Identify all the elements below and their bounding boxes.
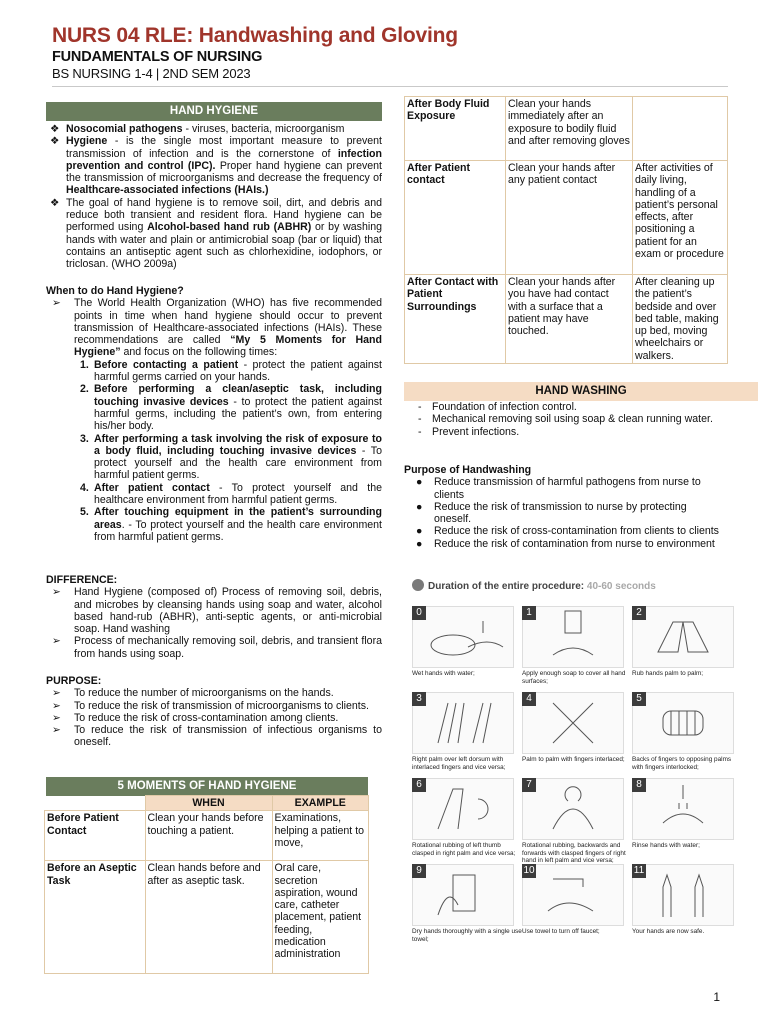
arrow-bullet-icon: ➢: [52, 724, 61, 737]
purpose-item: ➢ To reduce the risk of cross-contamination among clients.: [52, 711, 339, 724]
moment-item: 4. After patient contact - To protect yourself and the healthcare environment from harmful patient germs.: [80, 481, 382, 507]
moment-cell: After Patient contact: [405, 161, 506, 275]
when-heading: When to do Hand Hygiene?: [46, 285, 184, 297]
bullet-dot-icon: ●: [416, 476, 423, 489]
moment-item: 1. Before contacting a patient - protect the patient against harmful germs carried on your hands.: [80, 358, 383, 384]
hand-washing-item: - Prevent infections.: [418, 425, 520, 438]
handwashing-purpose-item: ● Reduce the risk of cross-contamination from clients to clients: [416, 525, 719, 538]
purpose-section: [46, 675, 382, 749]
handwashing-purpose-item: ● Reduce the risk of transmission to nurse by protecting oneself.: [416, 500, 687, 526]
difference-item: ➢ Hand Hygiene (composed of) Process of removing soil, debris, and microbes by cleansing hands using soap and water, alcohol based hand-rub (ABHR), anti-septic agents, or anti-microbial soap. Hand washing: [52, 586, 382, 636]
handwashing-purpose-heading: Purpose of Handwashing: [404, 464, 532, 476]
when-intro: ➢ The World Health Organization (WHO) has five recommended points in time when hand hygiene should occur to prevent transmission of Healthcare-associated infections (HAIs). These recommendations are called “My 5 Moments for Hand Hygiene” and focus on the following times:: [52, 297, 382, 359]
handwashing-purpose-item: ● Reduce transmission of harmful pathogens from nurse to clients: [416, 476, 701, 501]
diamond-bullet-icon: ❖: [50, 196, 60, 209]
bullet-dot-icon: ●: [416, 525, 423, 538]
arrow-bullet-icon: ➢: [52, 687, 61, 700]
table-row: [45, 811, 369, 861]
moment-cell: After Contact with Patient Surroundings: [405, 275, 506, 364]
soap-dispenser-icon: [523, 607, 623, 667]
dry-hands-icon: [413, 865, 513, 925]
table-row: [405, 97, 728, 161]
clean-hands-icon: [633, 865, 733, 925]
moment-item: 3. After performing a task involving the risk of exposure to a body fluid, including touching invasive devices - To protect yourself and the health care environment from harmful patient germs.: [80, 432, 382, 482]
handwashing-purpose-section: [404, 464, 726, 550]
table-header-when: WHEN: [145, 796, 272, 811]
bullet-goal: ❖ The goal of hand hygiene is to remove soil, dirt, and debris and reduce both transient and resident flora. Hand hygiene can be performed using Alcohol-based hand rub (ABHR) or by washing hands with water and plain or antimicrobial soap (bar or liquid) that contains an antiseptic agent such as chlorhexidine, iodophors, or triclosan. (WHO 2009a): [50, 196, 382, 271]
step-illustration: [522, 606, 624, 668]
table-header-row: [45, 796, 369, 811]
wet-hands-icon: [413, 607, 513, 667]
bullet-hygiene: ❖ Hygiene - is the single most important measure to prevent transmission of infection and is the cornerstone of infection prevention and control (IPC). Proper hand hygiene can prevent the transmission of microorganisms and decrease the frequency of Healthcare-associated infections (HAIs.): [50, 135, 383, 197]
step-illustration: [412, 606, 514, 668]
purpose-item: ➢ To reduce the risk of transmission of microorganisms to clients.: [52, 699, 369, 712]
step-illustration: [522, 864, 624, 926]
dorsum-rub-icon: [413, 693, 513, 753]
header-divider: [52, 86, 728, 87]
table-row: [405, 275, 728, 364]
moment-item: 2. Before performing a clean/aseptic task, including touching invasive devices - to protect the patient against harmful germs, including the patient’s own, from entering his/her body.: [80, 383, 383, 433]
arrow-bullet-icon: ➢: [52, 297, 61, 310]
handwashing-purpose-item: ● Reduce the risk of contamination from nurse to environment: [416, 537, 715, 550]
table-row: [405, 161, 728, 275]
procedure-steps: 0 Wet hands with water; 1 Apply enough soap to cover all hand surfaces; 2 Rub hands palm to palm; 3 Right palm over left dorsum with interlaced fingers and vice versa; 4 Palm to palm with fingers interlaced; 5 Backs of fingers to opposing palms with fingers interlocked; 6 Rotational rubbing of left thumb clasped in right palm and vice versa; 7 Rotational rubbing, backwards and forwards with clasped fingers of right hand in left palm and vice versa; 8 Rinse hands with water; 9 Dry hands thoroughly with a single use towel; 10 Use towel to turn off faucet; 11 Your hands are now safe.: [412, 606, 742, 936]
palm-to-palm-icon: [633, 607, 733, 667]
diamond-bullet-icon: ❖: [50, 123, 60, 135]
moments-table-right: [404, 96, 728, 364]
document-subtitle: FUNDAMENTALS OF NURSING: [52, 49, 263, 65]
arrow-bullet-icon: ➢: [52, 711, 61, 724]
step-illustration: [632, 692, 734, 754]
step-illustration: [632, 778, 734, 840]
moment-item: 5. After touching equipment in the patient’s surrounding areas. - To protect yourself and the health care environment from harmful patient germs.: [80, 506, 382, 543]
moment-cell: Before Patient Contact: [45, 811, 146, 861]
hand-washing-banner: HAND WASHING: [404, 382, 758, 401]
when-cell: Clean your hands after you have had contact with a surface that a patient may have touched.: [506, 275, 633, 364]
interlaced-fingers-icon: [523, 693, 623, 753]
arrow-bullet-icon: ➢: [52, 635, 61, 648]
document-title: NURS 04 RLE: Handwashing and Gloving: [52, 24, 458, 47]
difference-heading: DIFFERENCE:: [46, 574, 118, 586]
step-illustration: [412, 864, 514, 926]
hand-hygiene-section: [46, 123, 382, 271]
fingertip-rub-icon: [523, 779, 623, 839]
moment-cell: Before an Aseptic Task: [45, 861, 146, 974]
diamond-bullet-icon: ❖: [50, 135, 60, 148]
bullet-dot-icon: ●: [416, 537, 423, 550]
clock-icon: [412, 579, 424, 591]
when-cell: Clean your hands before touching a patient.: [145, 811, 272, 861]
step-illustration: [632, 864, 734, 926]
moments-table-left: [44, 795, 369, 974]
when-section: [46, 285, 382, 543]
duration-line: Duration of the entire procedure: 40-60 seconds: [412, 579, 656, 595]
example-cell: Oral care, secretion aspiration, wound care, catheter placement, patient feeding, medication administration: [272, 861, 369, 974]
purpose-item: ➢ To reduce the number of microorganisms on the hands.: [52, 687, 334, 700]
thumb-rub-icon: [413, 779, 513, 839]
purpose-item: ➢ To reduce the risk of transmission of infectious organisms to oneself.: [52, 724, 382, 749]
hand-hygiene-banner: HAND HYGIENE: [46, 102, 382, 121]
step-illustration: [412, 778, 514, 840]
table-row: [45, 861, 369, 974]
table-header-empty: [45, 796, 146, 811]
fingers-interlocked-icon: [633, 693, 733, 753]
hand-washing-section: [404, 401, 726, 438]
example-cell: [633, 97, 728, 161]
bullet-nosocomial: ❖ Nosocomial pathogens - viruses, bacteria, microorganism: [50, 123, 345, 135]
step-illustration: [412, 692, 514, 754]
example-cell: After activities of daily living, handling of a patient’s personal effects, after positioning a patient for an exam or procedure: [633, 161, 728, 275]
hand-washing-item: - Foundation of infection control.: [418, 401, 577, 413]
arrow-bullet-icon: ➢: [52, 699, 61, 712]
example-cell: Examinations, helping a patient to move,: [272, 811, 369, 861]
purpose-heading: PURPOSE:: [46, 675, 102, 687]
step-illustration: [522, 692, 624, 754]
turn-off-faucet-icon: [523, 865, 623, 925]
difference-section: [46, 574, 382, 660]
when-cell: Clean your hands after any patient contact: [506, 161, 633, 275]
step-illustration: [522, 778, 624, 840]
bullet-dot-icon: ●: [416, 500, 423, 513]
hand-washing-item: - Mechanical removing soil using soap & clean running water.: [418, 413, 713, 426]
example-cell: After cleaning up the patient’s bedside and over bed table, making up bed, moving wheelchairs or walkers.: [633, 275, 728, 364]
difference-item: ➢ Process of mechanically removing soil, debris, and transient flora from hands using soap.: [52, 635, 382, 660]
step-illustration: [632, 606, 734, 668]
five-moments-banner: 5 MOMENTS OF HAND HYGIENE: [46, 777, 368, 796]
table-header-example: EXAMPLE: [272, 796, 369, 811]
rinse-hands-icon: [633, 779, 733, 839]
when-cell: Clean hands before and after as aseptic task.: [145, 861, 272, 974]
moment-cell: After Body Fluid Exposure: [405, 97, 506, 161]
when-cell: Clean your hands immediately after an exposure to bodily fluid and after removing gloves: [506, 97, 633, 161]
page-number: 1: [713, 990, 720, 1004]
course-line: BS NURSING 1-4 | 2ND SEM 2023: [52, 66, 251, 81]
arrow-bullet-icon: ➢: [52, 586, 61, 599]
